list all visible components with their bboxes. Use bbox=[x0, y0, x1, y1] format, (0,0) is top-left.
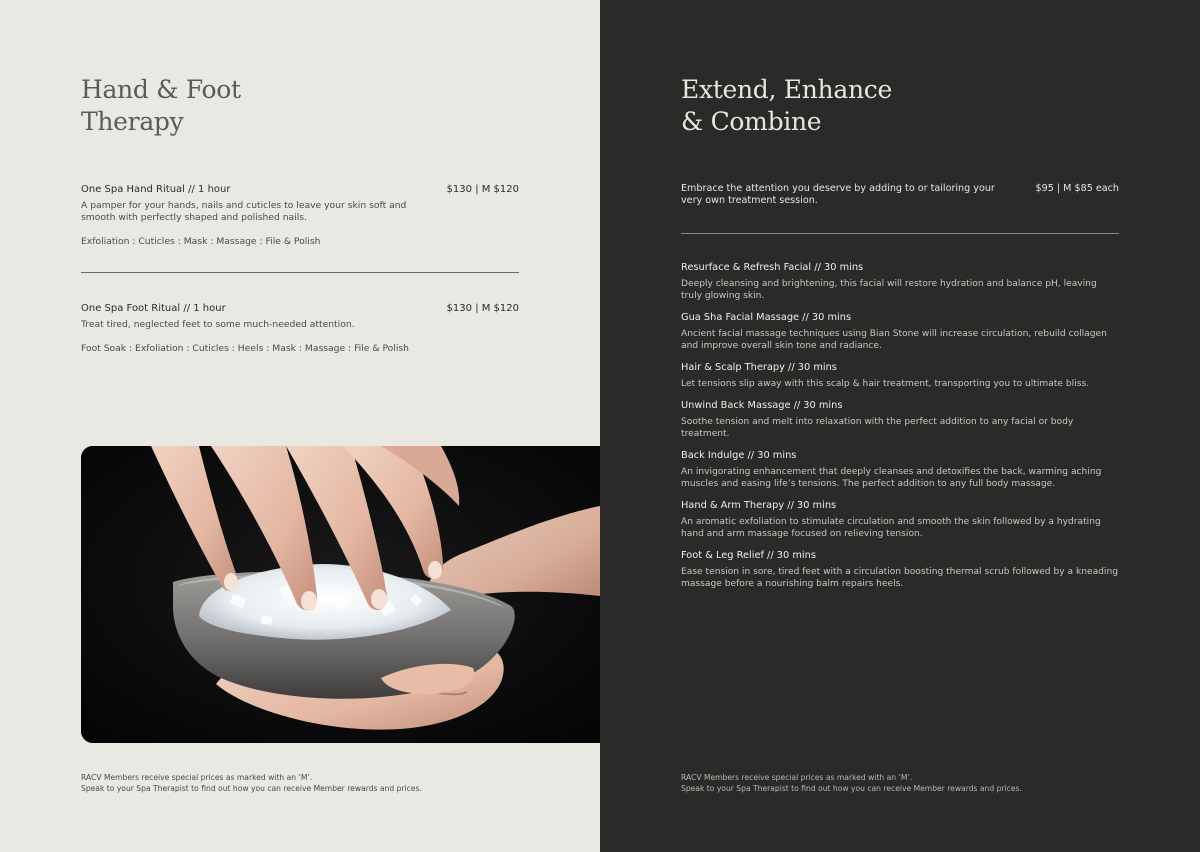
addon-price: $95 | M $85 each bbox=[1035, 183, 1119, 194]
addon-description: Soothe tension and melt into relaxation with the perfect addition to any facial or body treatment. bbox=[681, 417, 1074, 439]
treatment-hand-ritual bbox=[81, 183, 519, 248]
addon-name: Gua Sha Facial Massage // 30 mins bbox=[681, 312, 852, 323]
addon-description: An aromatic exfoliation to stimulate circulation and smooth the skin followed by a hydrating hand and arm massage focused on relieving tension. bbox=[681, 517, 1101, 539]
addon-item bbox=[681, 550, 1119, 590]
addon-description: Deeply cleansing and brightening, this facial will restore hydration and balance pH, leaving truly glowing skin. bbox=[681, 279, 1097, 301]
title-line: & Combine bbox=[681, 107, 822, 136]
addon-name: Back Indulge // 30 mins bbox=[681, 450, 797, 461]
divider bbox=[681, 233, 1119, 234]
addon-name: Hair & Scalp Therapy // 30 mins bbox=[681, 362, 837, 373]
title-line: Therapy bbox=[81, 107, 184, 136]
treatment-name: One Spa Foot Ritual // 1 hour bbox=[81, 303, 226, 314]
treatment-name: One Spa Hand Ritual // 1 hour bbox=[81, 184, 231, 195]
addon-name: Unwind Back Massage // 30 mins bbox=[681, 400, 843, 411]
footer-line: Speak to your Spa Therapist to find out how you can receive Member rewards and prices. bbox=[81, 784, 422, 793]
intro-text: Embrace the attention you deserve by adding to or tailoring your very own treatment session. bbox=[681, 183, 995, 206]
addon-description: Let tensions slip away with this scalp & hair treatment, transporting you to ultimate bliss. bbox=[681, 379, 1090, 389]
page-title bbox=[681, 74, 892, 138]
member-note bbox=[681, 772, 1022, 794]
treatment-description: A pamper for your hands, nails and cuticles to leave your skin soft and smooth with perfectly shaped and polished nails. bbox=[81, 200, 407, 223]
footer-line: RACV Members receive special prices as marked with an ‘M’. bbox=[681, 773, 913, 782]
treatment-price: $130 | M $120 bbox=[446, 303, 519, 314]
footer-line: RACV Members receive special prices as marked with an ‘M’. bbox=[81, 773, 313, 782]
addon-item bbox=[681, 450, 1119, 490]
treatment-price: $130 | M $120 bbox=[446, 184, 519, 195]
footer-line: Speak to your Spa Therapist to find out how you can receive Member rewards and prices. bbox=[681, 784, 1022, 793]
addon-item bbox=[681, 312, 1119, 352]
treatment-description: Treat tired, neglected feet to some much-needed attention. bbox=[81, 319, 355, 330]
addon-name: Resurface & Refresh Facial // 30 mins bbox=[681, 262, 864, 273]
addon-description: Ease tension in sore, tired feet with a circulation boosting thermal scrub followed by a kneading massage before a nourishing balm repairs heels. bbox=[681, 567, 1118, 589]
divider bbox=[81, 272, 519, 273]
addon-item bbox=[681, 362, 1119, 390]
title-line: Hand & Foot bbox=[81, 75, 241, 104]
treatment-foot-ritual bbox=[81, 302, 519, 355]
treatment-steps: Foot Soak : Exfoliation : Cuticles : Heels : Mask : Massage : File & Polish bbox=[81, 343, 409, 354]
title-line: Extend, Enhance bbox=[681, 75, 892, 104]
addon-item bbox=[681, 500, 1119, 540]
addon-item bbox=[681, 262, 1119, 302]
addon-name: Foot & Leg Relief // 30 mins bbox=[681, 550, 816, 561]
addon-name: Hand & Arm Therapy // 30 mins bbox=[681, 500, 837, 511]
addon-description: Ancient facial massage techniques using Bian Stone will increase circulation, rebuild collagen and improve overall skin tone and radiance. bbox=[681, 329, 1107, 351]
treatment-steps: Exfoliation : Cuticles : Mask : Massage : File & Polish bbox=[81, 236, 321, 247]
hands-bath-salt-photo bbox=[81, 446, 600, 743]
member-note bbox=[81, 772, 422, 794]
page-title bbox=[81, 74, 241, 138]
addon-intro bbox=[681, 183, 1119, 207]
addon-item bbox=[681, 400, 1119, 440]
right-page bbox=[600, 0, 1200, 852]
addon-description: An invigorating enhancement that deeply cleanses and detoxifies the back, warming aching muscles and easing life’s tensions. The perfect addition to any full body massage. bbox=[681, 467, 1102, 489]
addon-list bbox=[681, 262, 1119, 600]
